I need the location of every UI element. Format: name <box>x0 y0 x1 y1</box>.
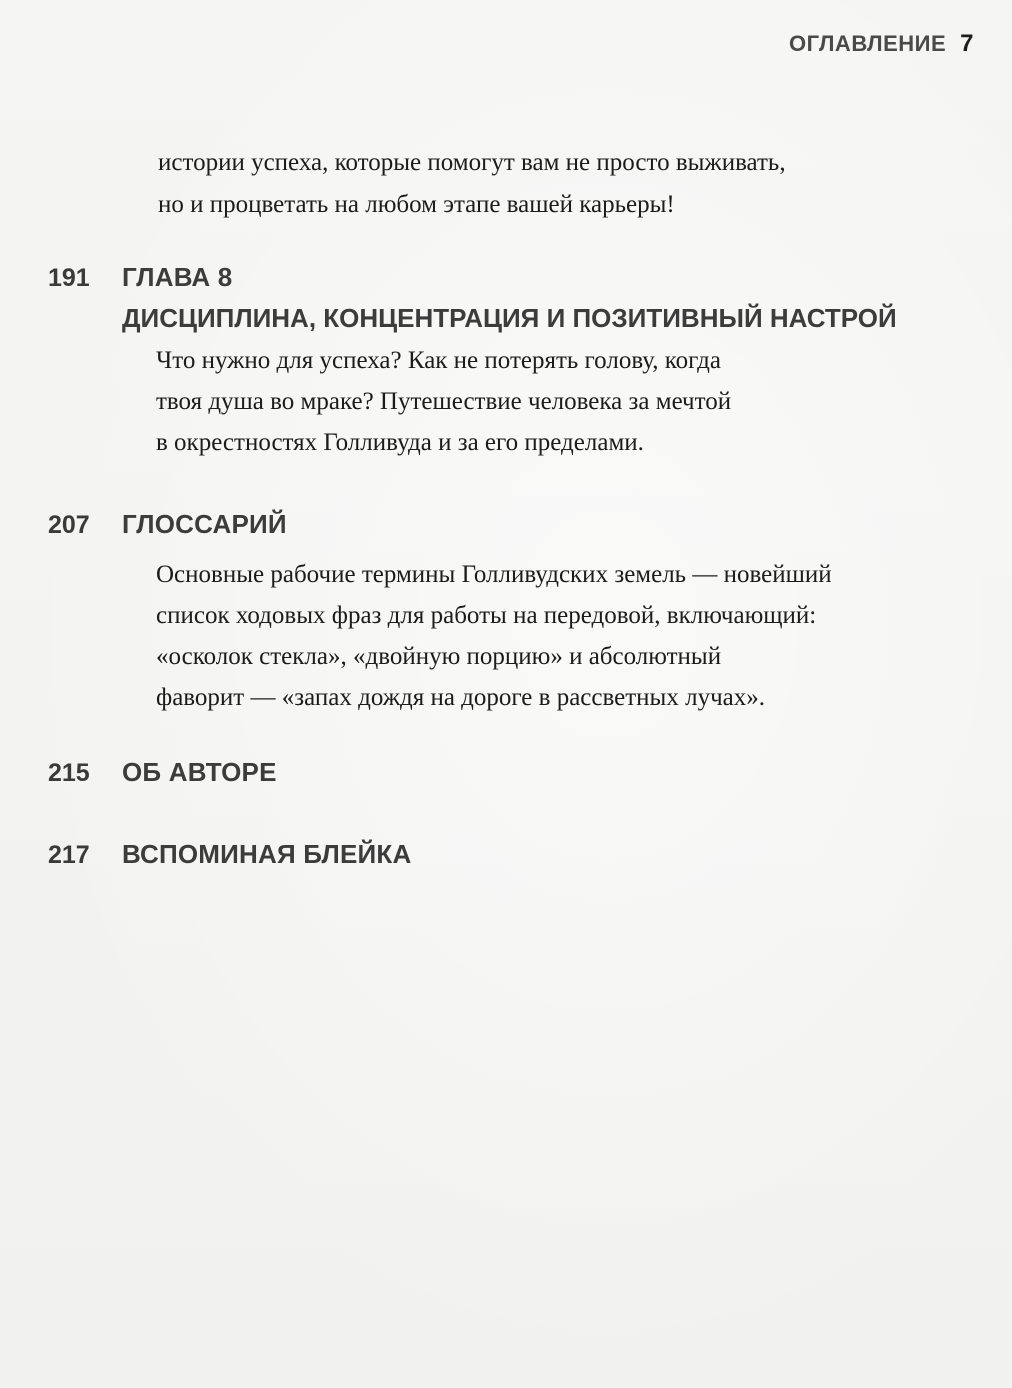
toc-entry-chapter-8[interactable] <box>48 262 968 463</box>
page-number: 7 <box>960 30 974 57</box>
toc-entry-title: ГЛАВА 8 <box>122 262 233 292</box>
intro-paragraph <box>158 142 958 226</box>
toc-entry-title: ВСПОМИНАЯ БЛЕЙКА <box>122 839 412 869</box>
toc-entry-about-author[interactable] <box>48 757 968 788</box>
toc-entry-description <box>156 340 968 463</box>
toc-entry-description-line: Что нужно для успеха? Как не потерять голову, когда <box>156 347 721 374</box>
toc-entry-page: 191 <box>48 264 90 292</box>
toc-entry-subtitle: ДИСЦИПЛИНА, КОНЦЕНТРАЦИЯ И ПОЗИТИВНЫЙ НАСТРОЙ <box>122 303 897 333</box>
toc-entry-page: 215 <box>48 759 90 787</box>
toc-entry-description-line: в окрестностях Голливуда и за его пределами. <box>156 429 644 456</box>
toc-entry-description-line: Основные рабочие термины Голливудских земель — новейший <box>156 561 832 588</box>
toc-entry-description-line: список ходовых фраз для работы на передовой, включающий: <box>156 602 817 629</box>
toc-entry-description-line: фаворит — «запах дождя на дороге в рассветных лучах». <box>156 684 765 711</box>
toc-entry-page: 217 <box>48 841 90 869</box>
running-head <box>789 30 974 58</box>
toc-entry-page: 207 <box>48 511 90 539</box>
intro-line: истории успеха, которые помогут вам не просто выживать, <box>158 149 786 176</box>
running-head-section: ОГЛАВЛЕНИЕ <box>788 31 947 56</box>
toc-entry-title: ГЛОССАРИЙ <box>122 509 287 539</box>
toc-entry-description-line: «осколок стекла», «двойную порцию» и абсолютный <box>156 643 722 670</box>
toc-entry-title: ОБ АВТОРЕ <box>122 757 277 787</box>
toc-entry-glossary[interactable] <box>48 509 968 718</box>
toc-entry-description <box>156 554 968 718</box>
intro-line: но и процветать на любом этапе вашей карьеры! <box>158 191 675 218</box>
toc-entry-remembering-blake[interactable] <box>48 839 968 870</box>
toc-entry-description-line: твоя душа во мраке? Путешествие человека за мечтой <box>156 388 732 415</box>
